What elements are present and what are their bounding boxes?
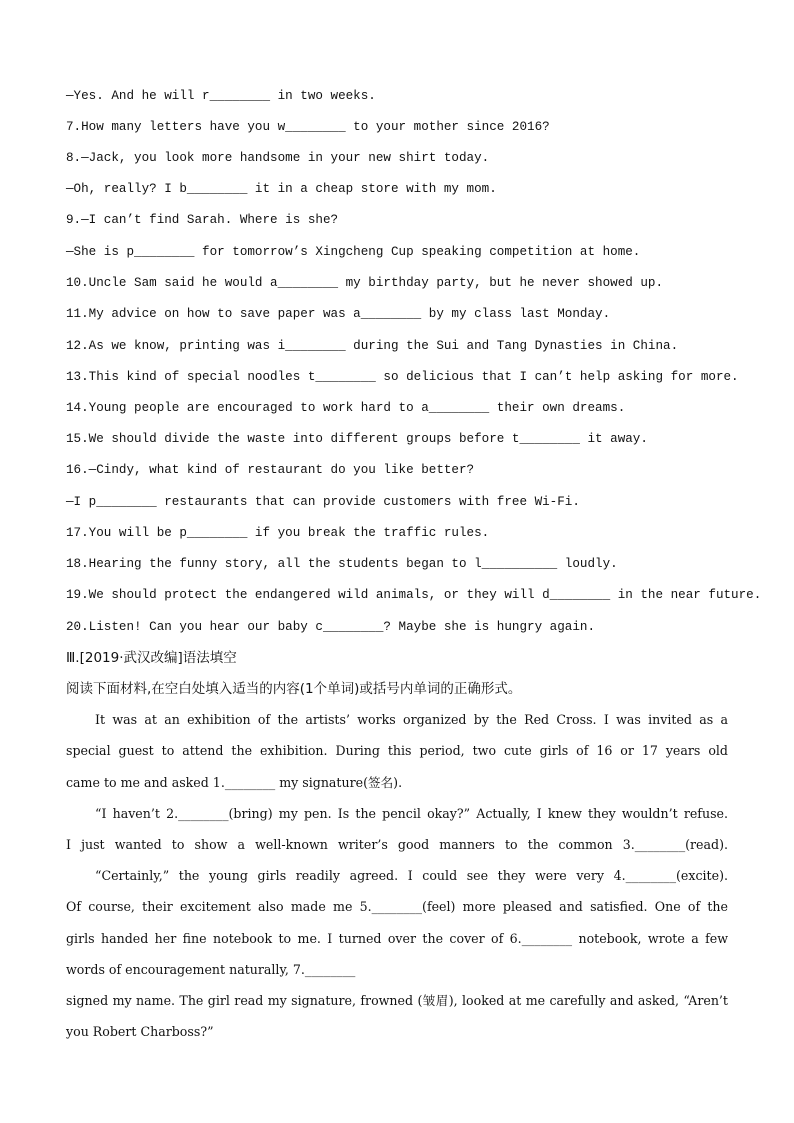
passage-line: I just wanted to show a well-known writer’s good manners to the common 3.________(read). — [66, 837, 728, 852]
exercise-line: 15.We should divide the waste into different groups before t________ it away. — [66, 432, 648, 446]
passage-line: It was at an exhibition of the artists’ works organized by the Red Cross. I was invited as a — [95, 712, 728, 727]
exercise-line: 14.Young people are encouraged to work hard to a________ their own dreams. — [66, 401, 626, 415]
exercise-line: 19.We should protect the endangered wild animals, or they will d________ in the near future. — [66, 588, 762, 602]
exercise-line: 16.—Cindy, what kind of restaurant do you like better? — [66, 463, 475, 477]
passage-line: “Certainly,” the young girls readily agreed. I could see they were very 4.________(excite). — [95, 868, 728, 883]
exercise-line: 13.This kind of special noodles t________ so delicious that I can’t help asking for more. — [66, 370, 739, 384]
exercise-line: —Yes. And he will r________ in two weeks. — [66, 89, 376, 103]
passage-line: you Robert Charboss?” — [66, 1024, 214, 1039]
exercise-line: 12.As we know, printing was i________ during the Sui and Tang Dynasties in China. — [66, 339, 679, 353]
passage-line: special guest to attend the exhibition. During this period, two cute girls of 16 or 17 years old — [66, 743, 728, 758]
exercise-line: 8.—Jack, you look more handsome in your new shirt today. — [66, 151, 490, 165]
exercise-line: 20.Listen! Can you hear our baby c________? Maybe she is hungry again. — [66, 620, 596, 634]
section-title: Ⅲ.[2019·武汉改编]语法填空 — [66, 650, 237, 666]
exercise-line: 17.You will be p________ if you break the traffic rules. — [66, 526, 490, 540]
exercise-line: —She is p________ for tomorrow’s Xingcheng Cup speaking competition at home. — [66, 245, 641, 259]
passage-line: “I haven’t 2.________(bring) my pen. Is the pencil okay?” Actually, I knew they wouldn’t refuse. — [95, 806, 728, 821]
exercise-line: —Oh, really? I b________ it in a cheap store with my mom. — [66, 182, 497, 196]
exercise-line: 11.My advice on how to save paper was a________ by my class last Monday. — [66, 307, 611, 321]
exercise-line: 18.Hearing the funny story, all the students began to l__________ loudly. — [66, 557, 618, 571]
section-instruction: 阅读下面材料,在空白处填入适当的内容(1个单词)或括号内单词的正确形式。 — [66, 681, 522, 697]
passage-line: words of encouragement naturally, 7.________ — [66, 962, 356, 977]
exercise-line: 10.Uncle Sam said he would a________ my birthday party, but he never showed up. — [66, 276, 664, 290]
exercise-line: —I p________ restaurants that can provide customers with free Wi-Fi. — [66, 495, 580, 509]
passage-line: signed my name. The girl read my signature, frowned (皱眉), looked at me carefully and asked, “Aren’t — [66, 993, 728, 1008]
passage-line: girls handed her fine notebook to me. I turned over the cover of 6.________ notebook, wrote a few — [66, 931, 728, 946]
passage-line: came to me and asked 1.________ my signature(签名). — [66, 775, 403, 790]
exercise-line: 9.—I can’t find Sarah. Where is she? — [66, 213, 339, 227]
passage-line: Of course, their excitement also made me 5.________(feel) more pleased and satisfied. One of the — [66, 899, 728, 914]
exercise-line: 7.How many letters have you w________ to your mother since 2016? — [66, 120, 550, 134]
